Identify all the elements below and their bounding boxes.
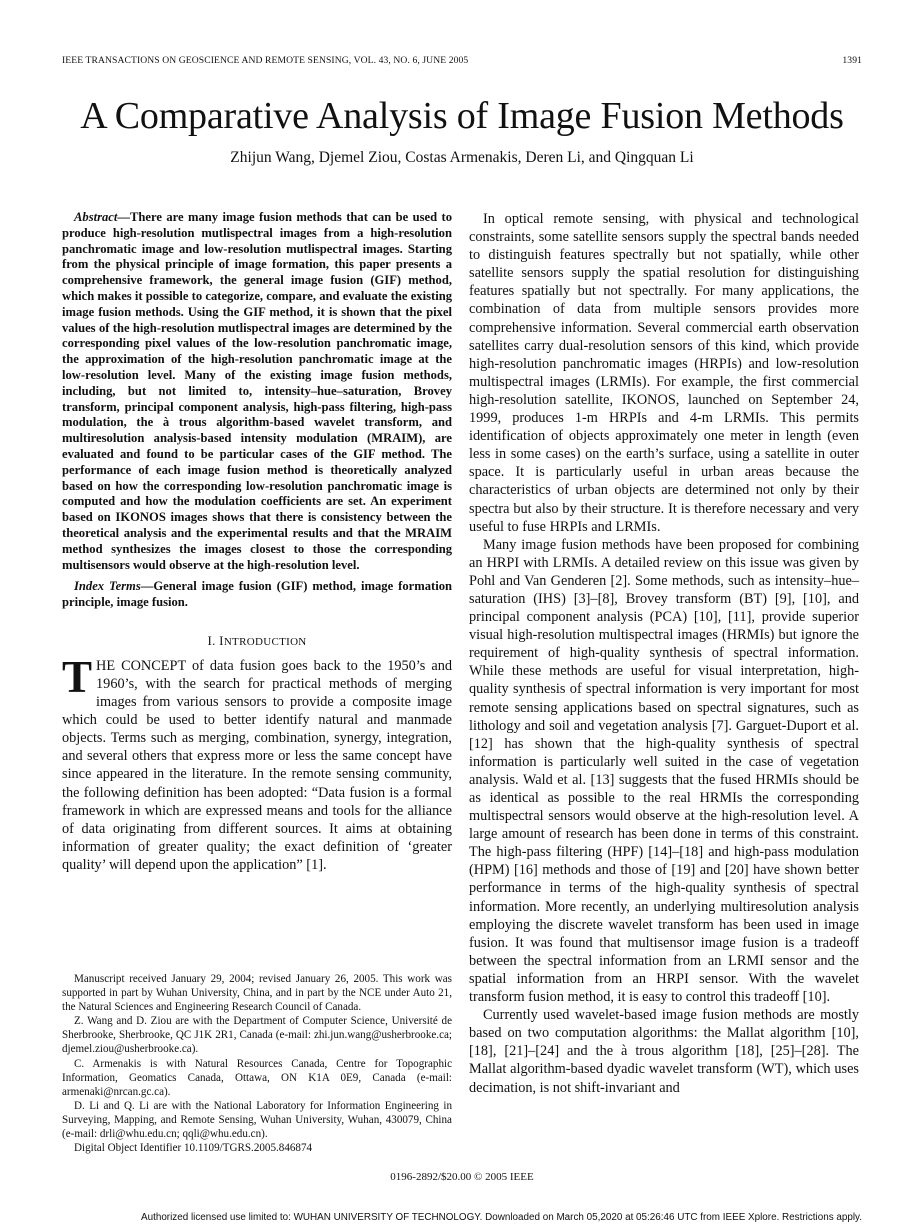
section-title-initial: I <box>219 632 224 648</box>
copyright-line: 0196-2892/$20.00 © 2005 IEEE <box>390 1171 534 1183</box>
access-notice: Authorized licensed use limited to: WUHAN UNIVERSITY OF TECHNOLOGY. Downloaded on March 05,2020 at 05:26:46 UTC from IEEE Xplore. Restrictions apply. <box>141 1212 862 1223</box>
body-paragraph: Currently used wavelet-based image fusion methods are mostly based on two computation algorithms: the Mallat algorithm [10], [18], [21]–[24] and the à trous algorithm [18], [25]–[28]. The Mallat algorithm-based dyadic wavelet transform (WT), which uses decimation, is not shift-invariant and <box>469 1007 859 1096</box>
body-paragraph: Many image fusion methods have been proposed for combining an HRPI with LRMIs. A detailed review on this issue was given by Pohl and Van Genderen [2]. Some methods, such as intensity–hue–saturation (IHS) [3]–[8], Brovey transform (BT) [9], [10], and principal component analysis (PCA) [10], [11], provide superior visual high-resolution multispectral images (HRMIs) but ignore the requirement of high-quality synthesis of spectral information. While these methods are useful for visual interpretation, high-quality synthesis of spectral information is very important for most remote sensing applications based on spectral signatures, such as lithology and soil and vegetation analysis [7]. Garguet-Duport et al. [12] has shown that the high-quality synthesis of spectral information is particularly well suited in the case of vegetation analysis. Wald et al. [13] suggests that the fused HRMIs should be as identical as possible to the real HRMIs the corresponding multispectral sensors would observe at the high-resolution level. A large amount of research has been done in terms of this constraint. The high-pass filtering (HPF) [14]–[18] and high-pass modulation (HPM) [16] methods and those of [19] and [20] have shown better performance in terms of the high-quality synthesis of spectral information. More recently, an underlying multiresolution analysis employing the discrete wavelet transform has been used in image fusion. It was found that multisensor image fusion is a tradeoff between the spectral information from an LRMI sensor and the spatial information from an HRPI sensor. With the wavelet transform fusion method, it is easy to control this tradeoff [10]. <box>469 536 859 1006</box>
drop-cap: T <box>62 651 93 702</box>
body-paragraph: In optical remote sensing, with physical and technological constraints, some satellite sensors supply the spectral bands needed to distinguish features spectrally but not spatially, while other satellite sensors supply the spatial resolution for distinguishing features spatially but not spectrally. For many applications, the combination of data from multiple sensors provides more comprehensive information. Several commercial earth observation satellites carry dual-resolution sensors of this kind, which provide high-resolution panchromatic images (HRPIs) and low-resolution multispectral images (LRMIs). For example, the first commercial high-resolution satellite, IKONOS, launched on September 24, 1999, produces 1-m HRPIs and 4-m LRMIs. This permits identification of objects approximately one meter in length (even less in some cases) on the earth’s surface, using a satellite in outer space. It is particularly useful in urban areas because the characteristics of urban objects are determined not only by their spectra but also by their structure. It is therefore necessary and very useful to fuse HRPIs and LRMIs. <box>469 211 859 535</box>
index-terms-text: —General image fusion (GIF) method, image formation principle, image fusion. <box>62 579 452 610</box>
footnote-affiliation-armenakis: C. Armenakis is with Natural Resources Canada, Centre for Topographic Information, Geomatics Canada, Ottawa, ON K1A 0E9, Canada (e-mail: armenaki@nrcan.gc.ca). <box>62 1057 452 1098</box>
section-number: I. <box>207 632 220 648</box>
footnotes <box>62 972 452 1155</box>
left-column <box>62 210 452 874</box>
footnote-affiliation-li: D. Li and Q. Li are with the National Laboratory for Information Engineering in Surveying, Mapping, and Remote Sensing, Wuhan University, Wuhan, 430079, China (e-mail: drli@whu.edu.cn; qqli@whu.edu.cn). <box>62 1099 452 1141</box>
footnote-affiliation-wang-ziou: Z. Wang and D. Ziou are with the Department of Computer Science, Université de Sherbrooke, Sherbrooke, QC J1K 2R1, Canada (e-mail: zhi.jun.wang@usherbrooke.ca; djemel.ziou@usherbrooke.ca). <box>62 1015 452 1056</box>
abstract-text: —There are many image fusion methods that can be used to produce high-resolution mutlispectral images from a high-resolution panchromatic image and low-resolution mutlispectral images. Starting from the physical principle of image formation, this paper presents a comprehensive framework, the general image fusion (GIF) method, which makes it possible to categorize, compare, and evaluate the existing image fusion methods. Using the GIF method, it is shown that the pixel values of the high-resolution mutlispectral images are determined by the corresponding pixel values of the low-resolution panchromatic image, the approximation of the high-resolution panchromatic image at the low-resolution level. Many of the existing image fusion methods, including, but not limited to, intensity–hue–saturation, Brovey transform, principal component analysis, high-pass filtering, high-pass modulation, the à trous algorithm-based wavelet transform, and multiresolution analysis-based intensity modulation (MRAIM), are evaluated and found to be particular cases of the GIF method. The performance of each image fusion method is theoretically analyzed based on how the corresponding low-resolution panchromatic image is computed and how the modulation coefficients are set. An experiment based on IKONOS images shows that there is consistency between the theoretical analysis and the experimental results and that the MRAIM method synthesizes the images closest to those the corresponding multisensors would observe at the high-resolution level. <box>62 210 452 572</box>
journal-info: IEEE TRANSACTIONS ON GEOSCIENCE AND REMOTE SENSING, VOL. 43, NO. 6, JUNE 2005 <box>62 55 469 66</box>
paper-title: A Comparative Analysis of Image Fusion Methods <box>80 95 844 137</box>
abstract-lead: Abstract <box>74 210 118 224</box>
abstract <box>62 210 452 573</box>
intro-paragraph-text: HE CONCEPT of data fusion goes back to the 1950’s and 1960’s, with the search for practical methods of merging images from various sensors to provide a composite image which could be used to better identify natural and manmade objects. Terms such as merging, combination, synergy, integration, and several others that express more or less the same concept have since appeared in the literature. In the remote sensing community, the following definition has been adopted: “Data fusion is a formal framework in which are expressed means and tools for the alliance of data originating from different sources. It aims at obtaining information of greater quality; the exact definition of ‘greater quality’ will depend upon the application” [1]. <box>62 657 452 873</box>
footnote-manuscript: Manuscript received January 29, 2004; revised January 26, 2005. This work was supported in part by Wuhan University, China, and in part by the NCE under Auto 21, the Natural Sciences and Engineering Research Council of Canada. <box>62 973 452 1014</box>
right-column <box>469 210 859 1097</box>
page-number: 1391 <box>842 55 862 66</box>
section-heading-introduction <box>62 633 452 649</box>
running-head <box>62 55 862 69</box>
index-terms <box>62 579 452 611</box>
index-terms-lead: Index Terms <box>74 579 141 594</box>
footnote-doi: Digital Object Identifier 10.1109/TGRS.2005.846874 <box>74 1142 313 1155</box>
section-title-rest: NTRODUCTION <box>223 635 307 648</box>
author-list: Zhijun Wang, Djemel Ziou, Costas Armenakis, Deren Li, and Qingquan Li <box>230 149 694 166</box>
intro-paragraph <box>62 651 452 874</box>
